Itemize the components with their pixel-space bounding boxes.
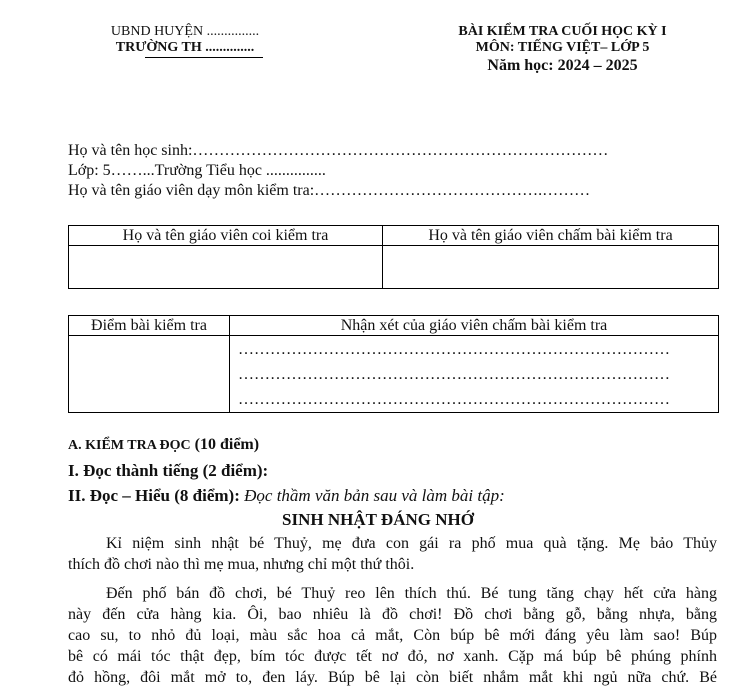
class-school-line[interactable]: Lớp: 5……...Trường Tiểu học ............... xyxy=(68,162,326,179)
comment-dots-line: ……………………………………………………………………… xyxy=(238,365,670,383)
school-year: Năm học: 2024 – 2025 xyxy=(487,57,638,74)
district-label: UBND HUYỆN ............... xyxy=(110,24,260,39)
student-name-line[interactable]: Họ và tên học sinh:…………………………………………………………………… xyxy=(68,142,609,159)
invigilator-cell[interactable] xyxy=(69,246,383,289)
paragraph-line: bê có mái tóc thật đẹp, bím tóc được tết nơ đỏ, nơ xanh. Cặp má búp bê phúng phính xyxy=(68,648,717,665)
section-ii-instruction: Đọc thầm văn bản sau và làm bài tập: xyxy=(239,486,505,505)
section-a-heading xyxy=(68,436,259,454)
section-i-heading: I. Đọc thành tiếng (2 điểm): xyxy=(68,461,269,480)
grader-header: Họ và tên giáo viên chấm bài kiểm tra xyxy=(383,226,719,246)
exam-title: BÀI KIỂM TRA CUỐI HỌC KỲ I xyxy=(458,24,667,39)
header-left xyxy=(60,24,310,56)
paragraph-line: Đến phố bán đồ chơi, bé Thuỷ reo lên thích thú. Bé tung tăng chạy hết cửa hàng xyxy=(106,585,717,602)
comment-header: Nhận xét của giáo viên chấm bài kiểm tra xyxy=(230,316,719,336)
header-underline xyxy=(145,57,263,58)
story-paragraph-2 xyxy=(68,583,717,688)
comment-dots-line: ……………………………………………………………………… xyxy=(238,390,670,408)
score-cell[interactable] xyxy=(69,336,230,413)
subject-label: MÔN: TIẾNG VIỆT– LỚP 5 xyxy=(475,40,650,55)
invigilator-header: Họ và tên giáo viên coi kiểm tra xyxy=(69,226,383,246)
score-table xyxy=(68,315,719,413)
teacher-name-line[interactable]: Họ và tên giáo viên dạy môn kiểm tra:…………………………………….……… xyxy=(68,182,591,199)
story-paragraph-1 xyxy=(68,533,717,575)
section-a-points: (10 điểm) xyxy=(190,436,260,453)
section-ii-heading xyxy=(68,486,505,506)
paragraph-line: Kỉ niệm sinh nhật bé Thuỷ, mẹ đưa con gái ra phố mua quà tặng. Mẹ bảo Thủy xyxy=(106,535,717,552)
score-header: Điểm bài kiểm tra xyxy=(69,316,230,336)
paragraph-line: đỏ hồng, đôi mắt mở to, đen láy. Búp bê lại còn biết nhắm mắt khi ngủ nữa chứ. Bé xyxy=(68,669,717,686)
school-label: TRƯỜNG TH .............. xyxy=(115,40,255,55)
section-ii-title: II. Đọc – Hiểu (8 điểm): xyxy=(68,486,240,505)
paragraph-line: thích đồ chơi nào thì mẹ mua, nhưng chỉ một thứ thôi. xyxy=(68,556,415,573)
invigilator-table xyxy=(68,225,719,289)
comment-cell[interactable] xyxy=(230,336,719,413)
header-right xyxy=(405,24,720,76)
paragraph-line: cao su, to nhỏ đủ loại, màu sắc hoa cả mắt, Còn búp bê mới đáng yêu làm sao! Búp xyxy=(68,627,717,644)
grader-cell[interactable] xyxy=(383,246,719,289)
paragraph-line: này đến cửa hàng kia. Ôi, bao nhiêu là đồ chơi! Đồ chơi bằng gỗ, bằng nhựa, bằng xyxy=(68,606,717,623)
comment-dots-line: ……………………………………………………………………… xyxy=(238,340,670,358)
story-title: SINH NHẬT ĐÁNG NHỚ xyxy=(282,510,474,529)
section-a-title: A. KIỂM TRA ĐỌC xyxy=(68,438,191,453)
